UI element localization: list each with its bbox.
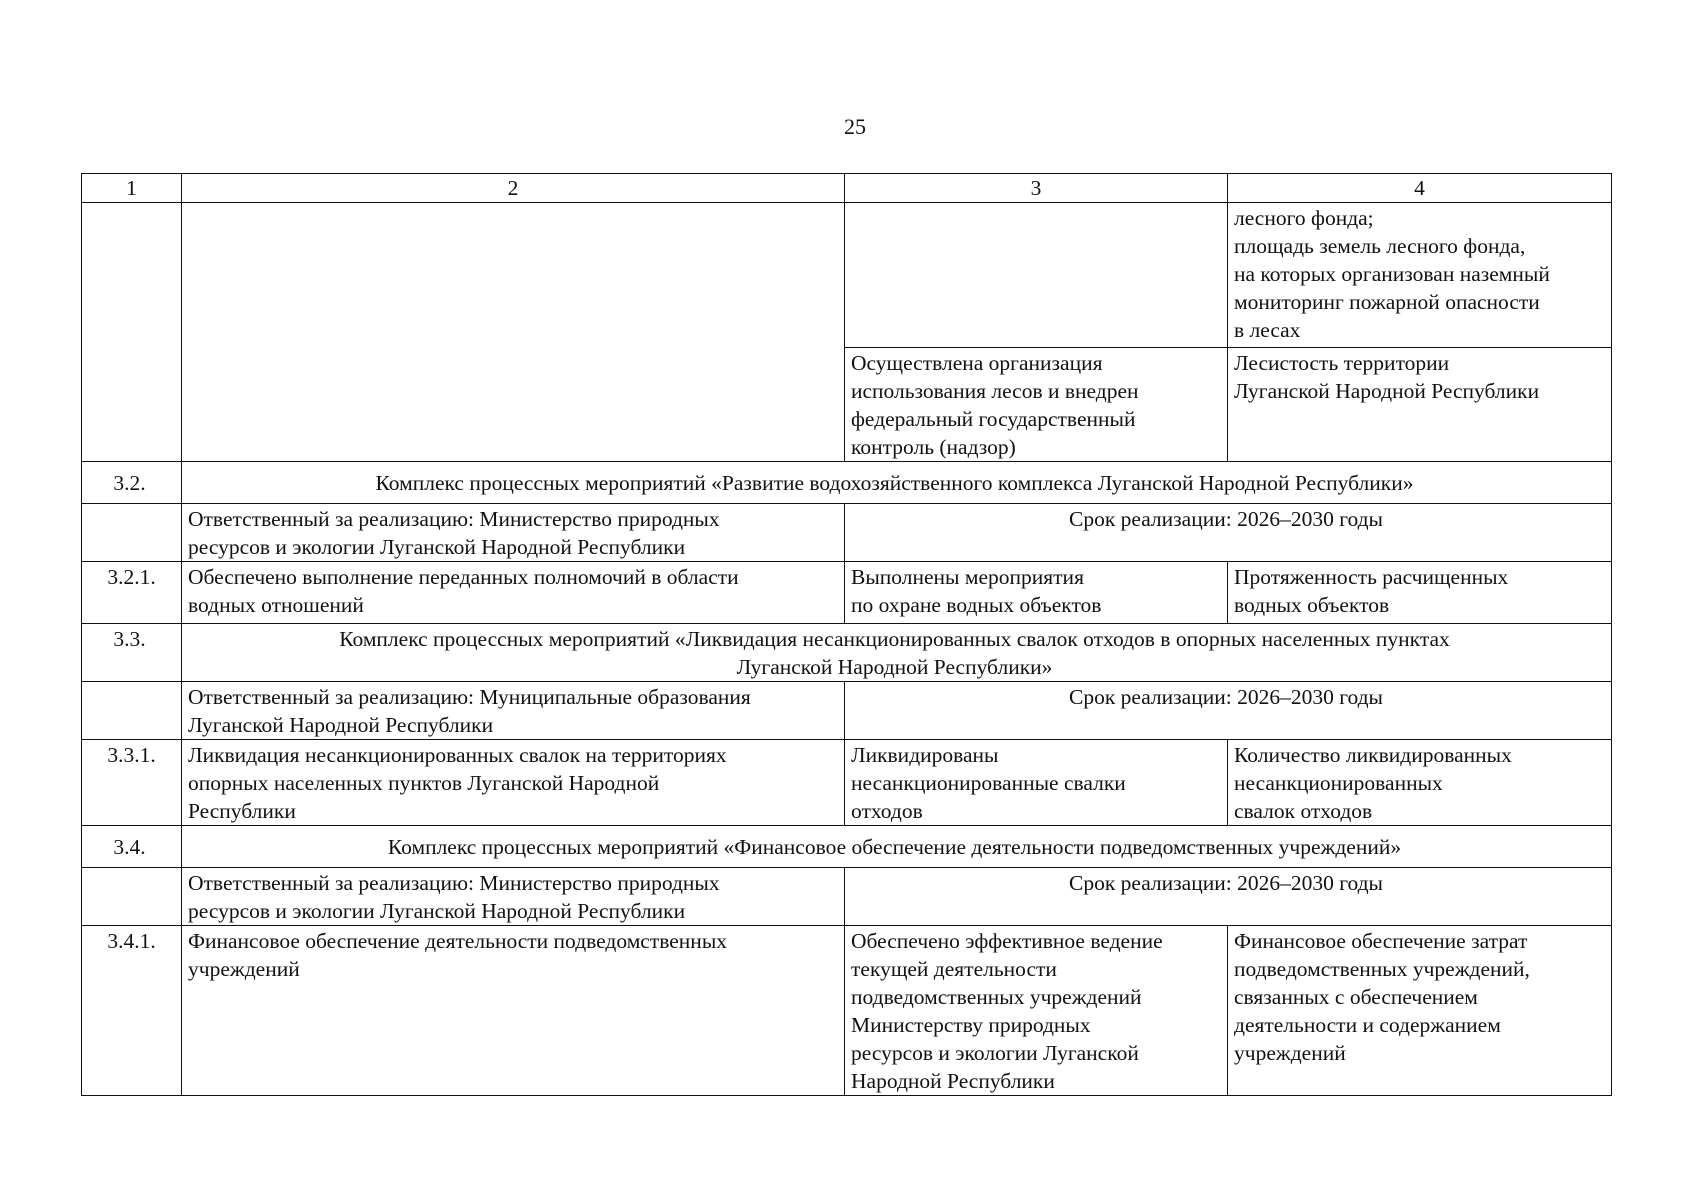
indicator-cell: Протяженность расчищенных водных объектов (1228, 562, 1612, 624)
result-cell: Обеспечено эффективное ведение текущей деятельности подведомственных учреждений Министерству природных ресурсов и экологии Луганской Народной Республики (845, 926, 1228, 1096)
table-row (82, 203, 1612, 348)
task-cell: Обеспечено выполнение переданных полномочий в области водных отношений (182, 562, 845, 624)
cell-empty (82, 682, 182, 740)
indicator-cell: Количество ликвидированных несанкционированных свалок отходов (1228, 740, 1612, 826)
responsible-cell: Ответственный за реализацию: Министерство природных ресурсов и экологии Луганской Народной Республики (182, 504, 845, 562)
col-header-3: 3 (845, 174, 1228, 203)
indicator-cell: Лесистость территории Луганской Народной Республики (1228, 348, 1612, 462)
period-cell: Срок реализации: 2026–2030 годы (845, 504, 1612, 562)
col-header-1: 1 (82, 174, 182, 203)
responsible-row (82, 682, 1612, 740)
responsible-row (82, 868, 1612, 926)
col-header-4: 4 (1228, 174, 1612, 203)
col-header-2: 2 (182, 174, 845, 203)
result-cell: Ликвидированы несанкционированные свалки отходов (845, 740, 1228, 826)
section-row (82, 462, 1612, 504)
section-row (82, 624, 1612, 682)
cell-empty (182, 203, 845, 462)
cell-empty (845, 203, 1228, 348)
responsible-cell: Ответственный за реализацию: Муниципальные образования Луганской Народной Республики (182, 682, 845, 740)
section-title: Комплекс процессных мероприятий «Развитие водохозяйственного комплекса Луганской Народной Республики» (182, 462, 1612, 504)
indicator-cell: лесного фонда; площадь земель лесного фонда, на которых организован наземный мониторинг пожарной опасности в лесах (1228, 203, 1612, 348)
result-cell: Осуществлена организация использования лесов и внедрен федеральный государственный контроль (надзор) (845, 348, 1228, 462)
table-row (82, 740, 1612, 826)
result-cell: Выполнены мероприятия по охране водных объектов (845, 562, 1228, 624)
item-number: 3.4.1. (82, 926, 182, 1096)
responsible-cell: Ответственный за реализацию: Министерство природных ресурсов и экологии Луганской Народной Республики (182, 868, 845, 926)
table-row (82, 926, 1612, 1096)
item-number: 3.2.1. (82, 562, 182, 624)
indicator-cell: Финансовое обеспечение затрат подведомственных учреждений, связанных с обеспечением деятельности и содержанием учреждений (1228, 926, 1612, 1096)
period-cell: Срок реализации: 2026–2030 годы (845, 868, 1612, 926)
section-title: Комплекс процессных мероприятий «Ликвидация несанкционированных свалок отходов в опорных населенных пунктах Луганской Народной Республики» (182, 624, 1612, 682)
period-cell: Срок реализации: 2026–2030 годы (845, 682, 1612, 740)
task-cell: Финансовое обеспечение деятельности подведомственных учреждений (182, 926, 845, 1096)
section-number: 3.2. (82, 462, 182, 504)
section-title: Комплекс процессных мероприятий «Финансовое обеспечение деятельности подведомственных учреждений» (182, 826, 1612, 868)
page-number: 25 (844, 114, 866, 139)
table-row (82, 562, 1612, 624)
measures-table (81, 173, 1612, 1096)
task-cell: Ликвидация несанкционированных свалок на территориях опорных населенных пунктов Луганской Народной Республики (182, 740, 845, 826)
header-row (82, 174, 1612, 203)
cell-empty (82, 504, 182, 562)
section-number: 3.3. (82, 624, 182, 682)
section-row (82, 826, 1612, 868)
responsible-row (82, 504, 1612, 562)
section-number: 3.4. (82, 826, 182, 868)
cell-empty (82, 203, 182, 462)
cell-empty (82, 868, 182, 926)
item-number: 3.3.1. (82, 740, 182, 826)
